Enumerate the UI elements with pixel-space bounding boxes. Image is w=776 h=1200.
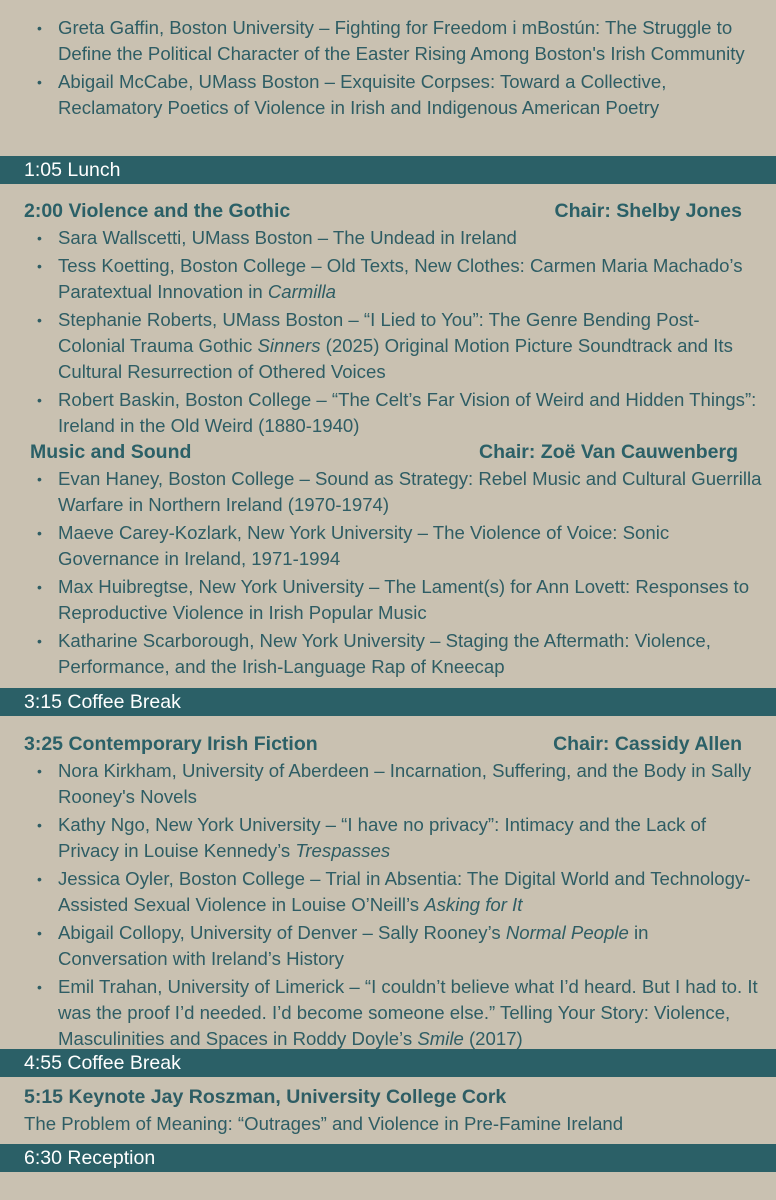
session-title: 2:00 Violence and the Gothic: [24, 200, 291, 222]
list-item: • Katharine Scarborough, New York University – Staging the Aftermath: Violence, Performance, and the Irish-Language Rap of Kneecap: [0, 628, 776, 680]
list-item: • Jessica Oyler, Boston College – Trial in Absentia: The Digital World and Technology-Assisted Sexual Violence in Louise O’Neill’s Asking for It: [0, 866, 776, 918]
session-chair: Chair: Cassidy Allen: [553, 733, 742, 755]
keynote-talk: The Problem of Meaning: “Outrages” and Violence in Pre-Famine Ireland: [24, 1113, 624, 1134]
break-bar-lunch: 1:05 Lunch: [0, 156, 776, 184]
list-item: • Kathy Ngo, New York University – “I have no privacy”: Intimacy and the Lack of Privacy in Louise Kennedy’s Trespasses: [0, 812, 776, 864]
session-paper-list-music: [0, 466, 776, 682]
list-item: • Sara Wallscetti, UMass Boston – The Undead in Ireland: [0, 225, 776, 251]
list-item: • Max Huibregtse, New York University – The Lament(s) for Ann Lovett: Responses to Reproductive Violence in Irish Popular Music: [0, 574, 776, 626]
break-bar-reception: 6:30 Reception: [0, 1144, 776, 1172]
list-item: • Nora Kirkham, University of Aberdeen – Incarnation, Suffering, and the Body in Sally Rooney's Novels: [0, 758, 776, 810]
list-item: • Abigail Collopy, University of Denver – Sally Rooney’s Normal People in Conversation with Ireland’s History: [0, 920, 776, 972]
session-chair: Chair: Shelby Jones: [554, 200, 742, 222]
list-item: • Maeve Carey-Kozlark, New York University – The Violence of Voice: Sonic Governance in Ireland, 1971-1994: [0, 520, 776, 572]
list-item: • Tess Koetting, Boston College – Old Texts, New Clothes: Carmen Maria Machado’s Paratextual Innovation in Carmilla: [0, 253, 776, 305]
list-item: • Stephanie Roberts, UMass Boston – “I Lied to You”: The Genre Bending Post-Colonial Trauma Gothic Sinners (2025) Original Motion Picture Soundtrack and Its Cultural Resurrection of Othered Voices: [0, 307, 776, 385]
list-item: • Emil Trahan, University of Limerick – “I couldn’t believe what I’d heard. But I had to. It was the proof I’d needed. I’d become someone else.” Telling Your Story: Violence, Masculinities and Spaces in Roddy Doyle’s Smile (2017): [0, 974, 776, 1052]
list-item: • Abigail McCabe, UMass Boston – Exquisite Corpses: Toward a Collective, Reclamatory Poetics of Violence in Irish and Indigenous American Poetry: [0, 69, 776, 121]
session-chair: Chair: Zoë Van Cauwenberg: [479, 441, 738, 463]
session-paper-list-fiction: [0, 758, 776, 1054]
top-paper-list: [0, 15, 776, 123]
session-title: Music and Sound: [30, 441, 192, 463]
session-title: 3:25 Contemporary Irish Fiction: [24, 733, 318, 755]
break-bar-coffee-1: 3:15 Coffee Break: [0, 688, 776, 716]
list-item: • Robert Baskin, Boston College – “The Celt’s Far Vision of Weird and Hidden Things”: Ireland in the Old Weird (1880-1940): [0, 387, 776, 439]
list-item: • Greta Gaffin, Boston University – Fighting for Freedom i mBostún: The Struggle to Define the Political Character of the Easter Rising Among Boston's Irish Community: [0, 15, 776, 67]
break-bar-coffee-2: 4:55 Coffee Break: [0, 1049, 776, 1077]
session-paper-list-gothic: [0, 225, 776, 441]
list-item: • Evan Haney, Boston College – Sound as Strategy: Rebel Music and Cultural Guerrilla Warfare in Northern Ireland (1970-1974): [0, 466, 776, 518]
keynote-title: 5:15 Keynote Jay Roszman, University College Cork: [24, 1086, 507, 1108]
